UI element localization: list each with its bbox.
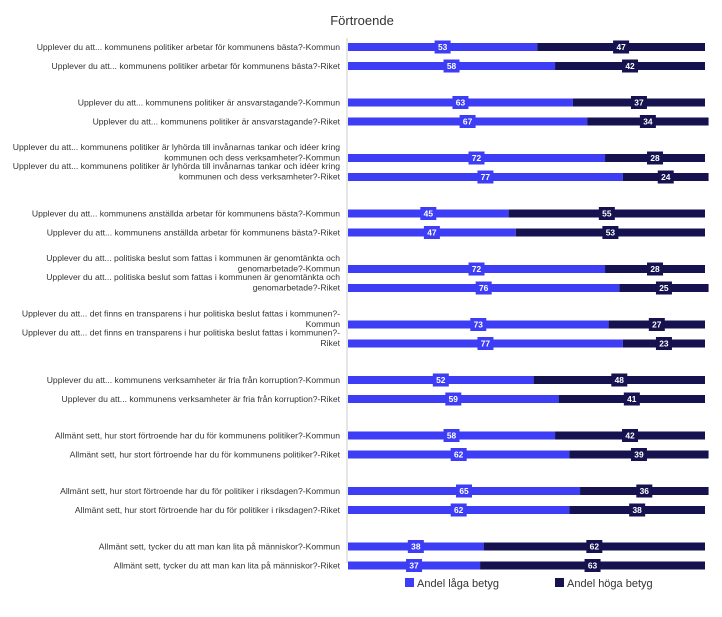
row-label: Upplever du att... kommunens politiker är lyhörda till invånarnas tankar och idéer kring kommunen och dess verksamheter?-Riket: [12, 161, 340, 182]
value-label: 47: [616, 42, 626, 52]
row-label: Allmänt sett, tycker du att man kan lita på människor?-Kommun: [98, 541, 340, 552]
value-label: 34: [643, 116, 653, 127]
value-label: 63: [455, 97, 466, 108]
value-label: 63: [587, 560, 598, 571]
value-label: 62: [589, 541, 599, 552]
row-label: Upplever du att... kommunens politiker arbetar för kommunens bästa?-Riket: [51, 61, 340, 71]
row-label: Upplever du att... politiska beslut som fattas i kommunen är genomtänkta och genomarbetade?-Kommun: [46, 253, 340, 274]
row-label: Upplever du att... kommunens politiker är ansvarstagande?-Riket: [92, 116, 340, 127]
legend-swatch: [555, 578, 564, 587]
value-label: 38: [411, 541, 421, 552]
value-label: 76: [478, 283, 489, 293]
chart-title: Förtroende: [330, 13, 394, 28]
value-label: 77: [480, 338, 491, 349]
value-label: 41: [627, 394, 637, 404]
row-label: Allmänt sett, tycker du att man kan lita på människor?-Riket: [113, 560, 340, 571]
legend-label: Andel höga betyg: [567, 578, 653, 590]
value-label: 47: [427, 227, 437, 238]
value-label: 45: [423, 208, 433, 219]
bar-series: [348, 41, 709, 573]
value-label: 59: [448, 394, 458, 404]
value-label: 36: [639, 486, 649, 496]
value-label: 53: [605, 227, 616, 238]
legend-label: Andel låga betyg: [417, 578, 499, 590]
row-label: Upplever du att... det finns en transparens i hur politiska beslut fattas i kommunen?-Riket: [21, 327, 340, 348]
row-label: Upplever du att... politiska beslut som fattas i kommunen är genomtänkta och genomarbetade?-Riket: [46, 272, 340, 293]
legend-item-high[interactable]: [555, 578, 653, 590]
value-label: 42: [625, 430, 635, 441]
row-label: Upplever du att... kommunens politiker är lyhörda till invånarnas tankar och idéer kring kommunen och dess verksamheter?-Kommun: [12, 142, 340, 163]
row-label: Upplever du att... kommunens anställda arbetar för kommunens bästa?-Riket: [46, 227, 340, 238]
row-labels: [13, 42, 341, 571]
value-label: 23: [659, 338, 669, 349]
value-label: 24: [661, 172, 671, 182]
value-label: 28: [650, 153, 660, 163]
row-label: Upplever du att... kommunens verksamheter är fria från korruption?-Kommun: [46, 375, 340, 385]
value-label: 58: [446, 61, 457, 71]
row-label: Upplever du att... kommunens politiker är ansvarstagande?-Kommun: [77, 97, 340, 108]
legend-item-low[interactable]: [405, 578, 499, 590]
value-label: 67: [462, 116, 473, 127]
value-label: 52: [436, 375, 446, 385]
value-label: 39: [634, 449, 644, 460]
value-label: 55: [602, 208, 612, 219]
value-label: 37: [634, 97, 644, 108]
row-label: Upplever du att... kommunens anställda arbetar för kommunens bästa?-Kommun: [31, 208, 340, 219]
value-label: 77: [480, 172, 491, 182]
value-label: 72: [471, 264, 482, 274]
legend[interactable]: [405, 578, 653, 590]
row-label: Upplever du att... kommunens verksamheter är fria från korruption?-Riket: [61, 394, 340, 404]
row-label: Allmänt sett, hur stort förtroende har du för politiker i riksdagen?-Riket: [74, 505, 340, 515]
value-label: 25: [659, 283, 669, 293]
row-label: Allmänt sett, hur stort förtroende har du för kommunens politiker?-Riket: [69, 449, 340, 460]
value-label: 65: [459, 486, 469, 496]
value-label: 27: [652, 319, 662, 330]
value-label: 58: [446, 430, 457, 441]
legend-swatch: [405, 578, 414, 587]
value-label: 62: [454, 449, 464, 460]
row-label: Allmänt sett, hur stort förtroende har du för politiker i riksdagen?-Kommun: [60, 486, 340, 496]
value-label: 72: [471, 153, 482, 163]
value-label: 48: [614, 375, 624, 385]
value-label: 38: [632, 505, 642, 515]
row-label: Upplever du att... det finns en transparens i hur politiska beslut fattas i kommunen?-Kommun: [21, 308, 340, 329]
row-label: Allmänt sett, hur stort förtroende har du för kommunens politiker?-Kommun: [54, 430, 340, 441]
value-label: 62: [454, 505, 464, 515]
value-label: 37: [409, 560, 419, 571]
value-label: 53: [437, 42, 448, 52]
value-label: 42: [625, 61, 635, 71]
value-label: 73: [473, 319, 483, 330]
row-label: Upplever du att... kommunens politiker arbetar för kommunens bästa?-Kommun: [36, 42, 340, 52]
value-label: 28: [650, 264, 660, 274]
